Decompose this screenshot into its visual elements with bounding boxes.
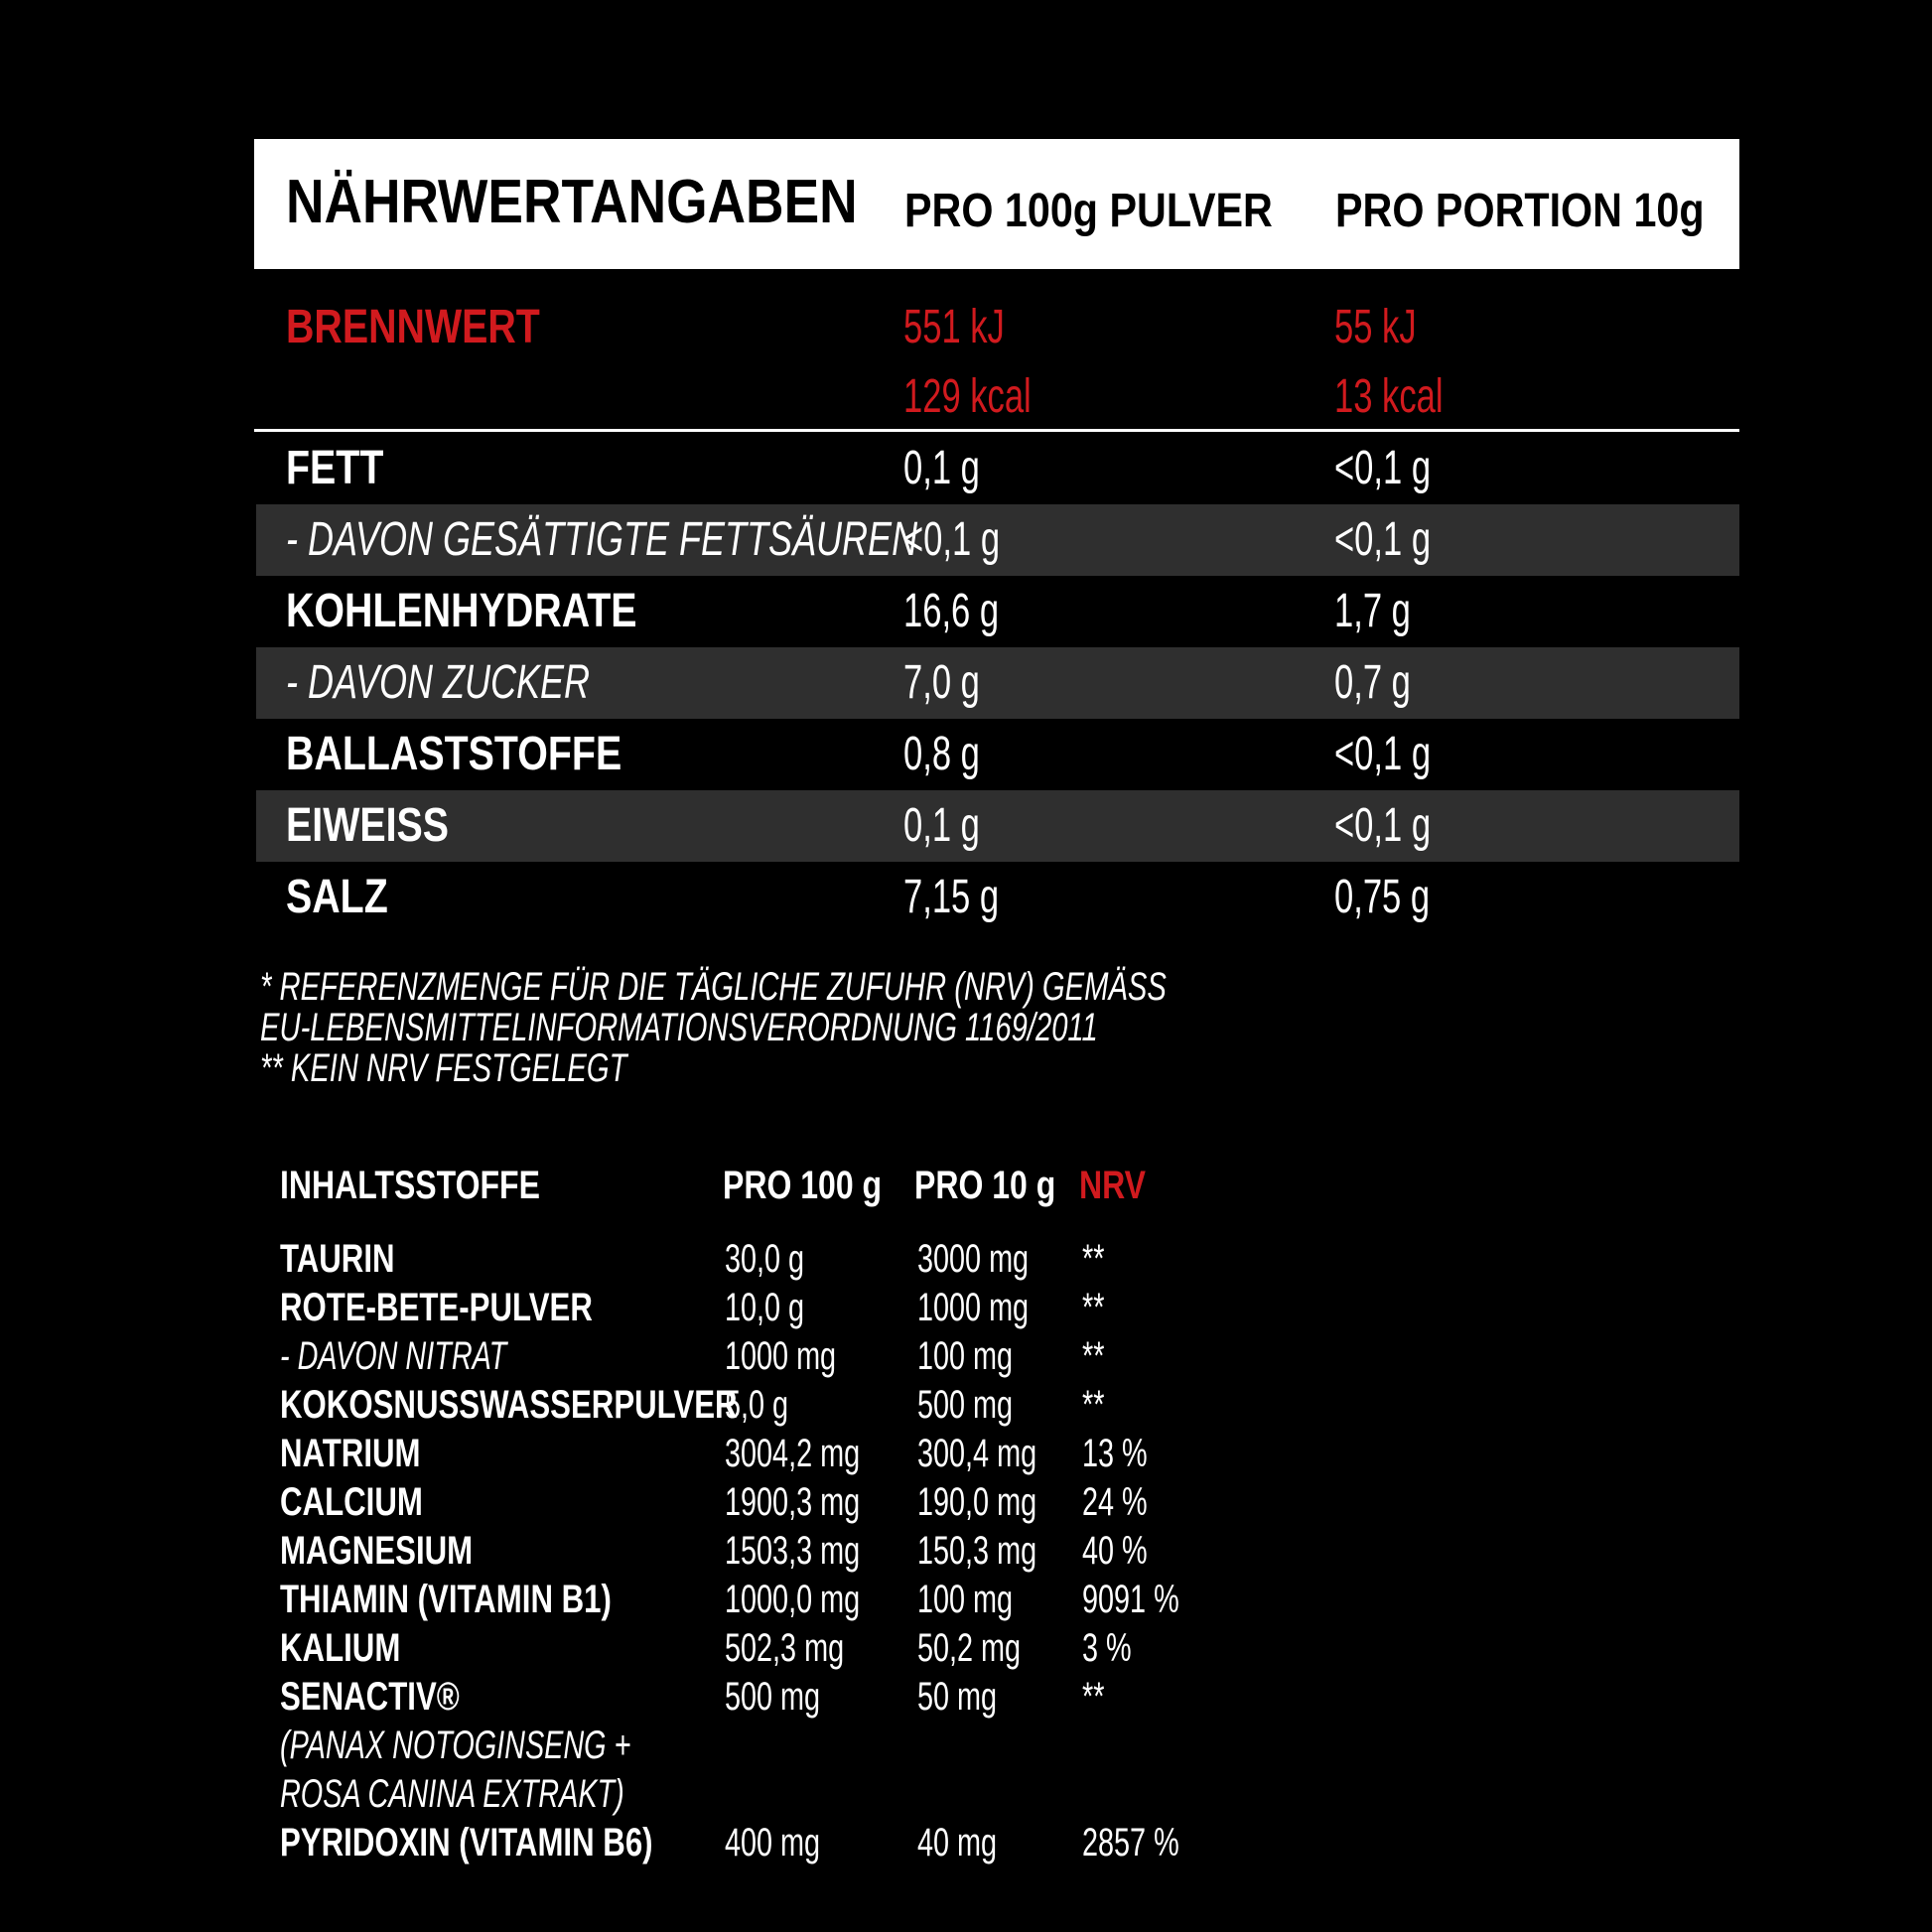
nutrient-label: EIWEISS: [286, 799, 450, 852]
ingredient-per-100g: 1000,0 mg: [725, 1578, 861, 1621]
nutrient-value-per-100g: 16,6 g: [903, 585, 1000, 637]
nutrient-value-per-100g: 0,8 g: [903, 728, 980, 780]
ingredient-per-10g: 40 mg: [917, 1821, 998, 1864]
column-header-per-100g: PRO 100g PULVER: [904, 185, 1273, 237]
ingredient-per-10g: 100 mg: [917, 1334, 1014, 1378]
ingredient-row-senactiv: [0, 1675, 1932, 1724]
ingredient-per-10g: 500 mg: [917, 1383, 1014, 1427]
ingredient-per-100g: 1000 mg: [725, 1334, 837, 1378]
ingredient-per-100g: 3004,2 mg: [725, 1432, 861, 1475]
ingredient-nrv: 3 %: [1082, 1626, 1132, 1670]
nutrient-row-salz: [256, 862, 1739, 933]
ingredient-name: SENACTIV®: [280, 1675, 460, 1719]
ingredient-row-senactiv-detail-1: [0, 1724, 1932, 1772]
nutrient-value-per-100g: 7,0 g: [903, 656, 980, 709]
nutrient-label: - DAVON GESÄTTIGTE FETTSÄUREN: [286, 513, 918, 566]
nutrient-value-per-portion: <0,1 g: [1334, 799, 1432, 852]
ingredient-row-kokosnusswasserpulver: [0, 1383, 1932, 1432]
nutrition-table-header: [254, 139, 1739, 269]
ingredients-header-nrv: NRV: [1079, 1164, 1146, 1207]
nutrient-row-gesaettigte-fettsaeuren: [256, 504, 1739, 576]
ingredient-row-pyridoxin: [0, 1821, 1932, 1869]
ingredient-per-10g: 3000 mg: [917, 1237, 1030, 1281]
nutrient-label: SALZ: [286, 871, 388, 923]
nutrient-label: BALLASTSTOFFE: [286, 728, 622, 780]
column-header-per-portion: PRO PORTION 10g: [1335, 185, 1705, 237]
ingredient-row-kalium: [0, 1626, 1932, 1675]
footnote-line: ** KEIN NRV FESTGELEGT: [260, 1046, 627, 1090]
ingredient-name: PYRIDOXIN (VITAMIN B6): [280, 1821, 653, 1864]
ingredient-name: ROTE-BETE-PULVER: [280, 1286, 593, 1329]
nutrition-title: NÄHRWERTANGABEN: [286, 168, 858, 236]
ingredient-per-100g: 10,0 g: [725, 1286, 805, 1329]
ingredient-nrv: 13 %: [1082, 1432, 1148, 1475]
nutrient-label: - DAVON ZUCKER: [286, 656, 591, 709]
ingredient-row-nitrat: [0, 1334, 1932, 1383]
nutrient-value-per-100g: 7,15 g: [903, 871, 1000, 923]
ingredient-nrv: **: [1082, 1383, 1105, 1427]
ingredient-row-rote-bete-pulver: [0, 1286, 1932, 1334]
nutrient-label: FETT: [286, 442, 384, 494]
energy-kj-per-100g: 551 kJ: [903, 301, 1005, 353]
ingredient-row-senactiv-detail-2: [0, 1772, 1932, 1821]
ingredient-name: NATRIUM: [280, 1432, 421, 1475]
nutrient-row-kohlenhydrate: [256, 576, 1739, 647]
ingredient-row-taurin: [0, 1237, 1932, 1286]
ingredient-per-100g: 502,3 mg: [725, 1626, 845, 1670]
ingredient-nrv: **: [1082, 1286, 1105, 1329]
nutrient-row-eiweiss: [256, 790, 1739, 862]
ingredient-per-100g: 500 mg: [725, 1675, 821, 1719]
ingredient-per-10g: 50,2 mg: [917, 1626, 1022, 1670]
ingredient-name: CALCIUM: [280, 1480, 423, 1524]
ingredient-row-calcium: [0, 1480, 1932, 1529]
footnotes: [260, 967, 1501, 1089]
energy-kj-per-portion: 55 kJ: [1334, 301, 1417, 353]
energy-label: BRENNWERT: [286, 301, 540, 353]
ingredient-name: KOKOSNUSSWASSERPULVER: [280, 1383, 738, 1427]
energy-kcal-per-100g: 129 kcal: [903, 370, 1032, 423]
ingredient-per-100g: 1900,3 mg: [725, 1480, 861, 1524]
ingredient-name: MAGNESIUM: [280, 1529, 474, 1573]
ingredient-per-100g: 1503,3 mg: [725, 1529, 861, 1573]
ingredient-nrv: 40 %: [1082, 1529, 1148, 1573]
ingredient-row-natrium: [0, 1432, 1932, 1480]
ingredient-per-10g: 190,0 mg: [917, 1480, 1037, 1524]
ingredient-per-10g: 50 mg: [917, 1675, 998, 1719]
ingredient-per-10g: 300,4 mg: [917, 1432, 1037, 1475]
nutrient-value-per-100g: 0,1 g: [903, 799, 980, 852]
nutrient-value-per-100g: <0,1 g: [903, 513, 1001, 566]
footnote-line: EU-LEBENSMITTELINFORMATIONSVERORDNUNG 1169/2011: [260, 1006, 1098, 1049]
nutrient-value-per-portion: 0,75 g: [1334, 871, 1431, 923]
nutrient-row-ballaststoffe: [256, 719, 1739, 790]
ingredient-row-magnesium: [0, 1529, 1932, 1578]
ingredient-nrv: 24 %: [1082, 1480, 1148, 1524]
ingredient-nrv: 2857 %: [1082, 1821, 1179, 1864]
ingredients-header-name: INHALTSSTOFFE: [280, 1164, 540, 1207]
nutrient-value-per-portion: 1,7 g: [1334, 585, 1411, 637]
nutrient-row-zucker: [256, 647, 1739, 719]
ingredient-name: KALIUM: [280, 1626, 401, 1670]
ingredient-per-100g: 400 mg: [725, 1821, 821, 1864]
ingredient-nrv: 9091 %: [1082, 1578, 1179, 1621]
divider-line: [254, 429, 1739, 432]
nutrient-row-fett: [256, 433, 1739, 504]
ingredient-per-10g: 1000 mg: [917, 1286, 1030, 1329]
nutrient-value-per-portion: <0,1 g: [1334, 728, 1432, 780]
ingredient-nrv: **: [1082, 1334, 1105, 1378]
ingredients-header-per-10g: PRO 10 g: [914, 1164, 1056, 1207]
nutrient-value-per-portion: <0,1 g: [1334, 513, 1432, 566]
ingredient-per-100g: 30,0 g: [725, 1237, 805, 1281]
ingredient-per-10g: 100 mg: [917, 1578, 1014, 1621]
ingredient-nrv: **: [1082, 1237, 1105, 1281]
ingredient-name: TAURIN: [280, 1237, 395, 1281]
nutrient-value-per-portion: 0,7 g: [1334, 656, 1411, 709]
ingredient-per-10g: 150,3 mg: [917, 1529, 1037, 1573]
ingredient-row-thiamin: [0, 1578, 1932, 1626]
energy-kcal-per-portion: 13 kcal: [1334, 370, 1444, 423]
ingredient-name: ROSA CANINA EXTRAKT): [280, 1772, 624, 1816]
ingredient-per-100g: 5,0 g: [725, 1383, 789, 1427]
footnote-line: * REFERENZMENGE FÜR DIE TÄGLICHE ZUFUHR (NRV) GEMÄSS: [260, 965, 1167, 1009]
nutrient-value-per-portion: <0,1 g: [1334, 442, 1432, 494]
nutrient-label: KOHLENHYDRATE: [286, 585, 637, 637]
nutrient-value-per-100g: 0,1 g: [903, 442, 980, 494]
ingredients-header-per-100g: PRO 100 g: [723, 1164, 883, 1207]
energy-row: [256, 288, 1739, 427]
ingredient-name: THIAMIN (VITAMIN B1): [280, 1578, 612, 1621]
ingredient-nrv: **: [1082, 1675, 1105, 1719]
ingredient-name: (PANAX NOTOGINSENG +: [280, 1724, 631, 1767]
ingredient-name: - DAVON NITRAT: [280, 1334, 507, 1378]
